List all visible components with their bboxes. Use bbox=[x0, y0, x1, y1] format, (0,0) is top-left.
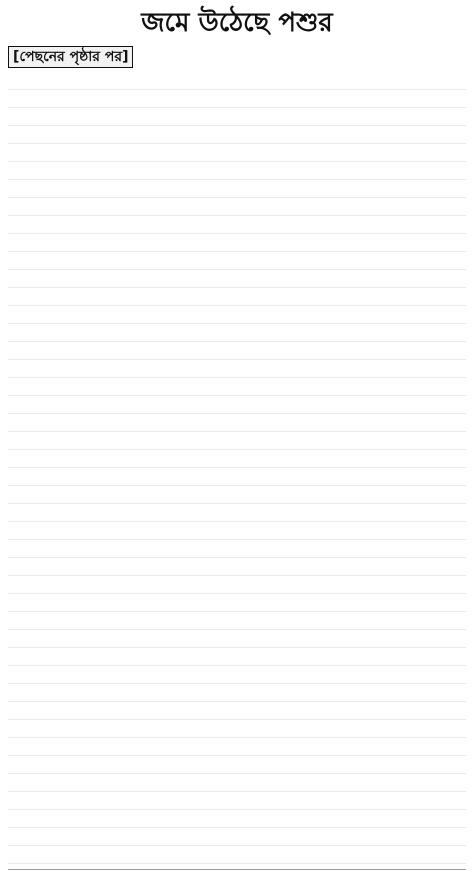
article-headline: জমে উঠেছে পশুর bbox=[141, 8, 333, 38]
article-lead-line bbox=[8, 46, 466, 68]
bottom-rule bbox=[8, 869, 466, 870]
article-body-text-block bbox=[8, 72, 466, 872]
continued-from-back-page-tag: [পেছনের পৃষ্ঠার পর] bbox=[8, 46, 133, 68]
